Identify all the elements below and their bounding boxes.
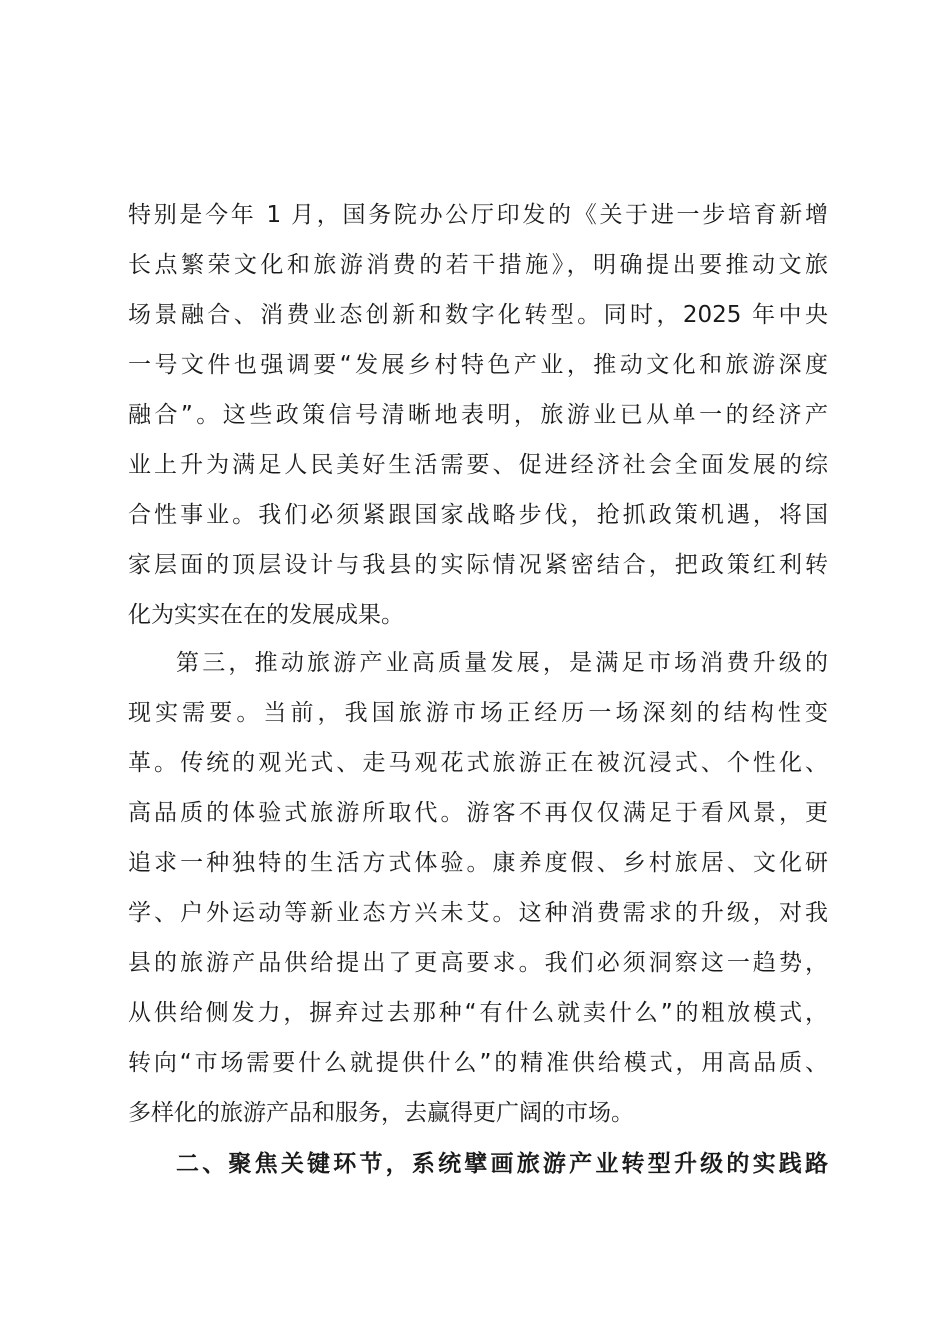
paragraph-line: 转向“市场需要什么就提供什么”的精准供给模式，用高品质、 [128, 1050, 828, 1076]
section-heading-line: 二、聚焦关键环节，系统擘画旅游产业转型升级的实践路 [176, 1151, 828, 1177]
paragraph-line: 学、户外运动等新业态方兴未艾。这种消费需求的升级，对我 [128, 900, 828, 926]
paragraph-line: 追求一种独特的生活方式体验。康养度假、乡村旅居、文化研 [128, 850, 828, 876]
paragraph-line: 高品质的体验式旅游所取代。游客不再仅仅满足于看风景，更 [128, 800, 828, 826]
paragraph-line: 业上升为满足人民美好生活需要、促进经济社会全面发展的综 [128, 452, 828, 478]
paragraph-line: 长点繁荣文化和旅游消费的若干措施》，明确提出要推动文旅 [128, 252, 828, 278]
paragraph-line: 融合”。这些政策信号清晰地表明，旅游业已从单一的经济产 [128, 402, 828, 428]
paragraph-line: 家层面的顶层设计与我县的实际情况紧密结合，把政策红利转 [128, 552, 828, 578]
paragraph-line: 一号文件也强调要“发展乡村特色产业，推动文化和旅游深度 [128, 352, 828, 378]
paragraph-line: 第三，推动旅游产业高质量发展，是满足市场消费升级的 [176, 650, 828, 676]
paragraph-point-three [128, 638, 828, 1138]
paragraph-line: 从供给侧发力，摒弃过去那种“有什么就卖什么”的粗放模式， [128, 1000, 828, 1026]
paragraph-line: 革。传统的观光式、走马观花式旅游正在被沉浸式、个性化、 [128, 750, 828, 776]
paragraph-line: 县的旅游产品供给提出了更高要求。我们必须洞察这一趋势， [128, 950, 828, 976]
paragraph-policy-context [128, 190, 828, 640]
paragraph-line: 特别是今年 1 月，国务院办公厅印发的《关于进一步培育新增 [128, 202, 828, 228]
paragraph-line: 场景融合、消费业态创新和数字化转型。同时，2025 年中央 [128, 302, 828, 328]
paragraph-line: 多样化的旅游产品和服务，去赢得更广阔的市场。 [128, 1100, 634, 1126]
paragraph-line: 化为实实在在的发展成果。 [128, 602, 404, 628]
section-heading [128, 1139, 828, 1189]
paragraph-line: 现实需要。当前，我国旅游市场正经历一场深刻的结构性变 [128, 700, 828, 726]
paragraph-line: 合性事业。我们必须紧跟国家战略步伐，抢抓政策机遇，将国 [128, 502, 828, 528]
